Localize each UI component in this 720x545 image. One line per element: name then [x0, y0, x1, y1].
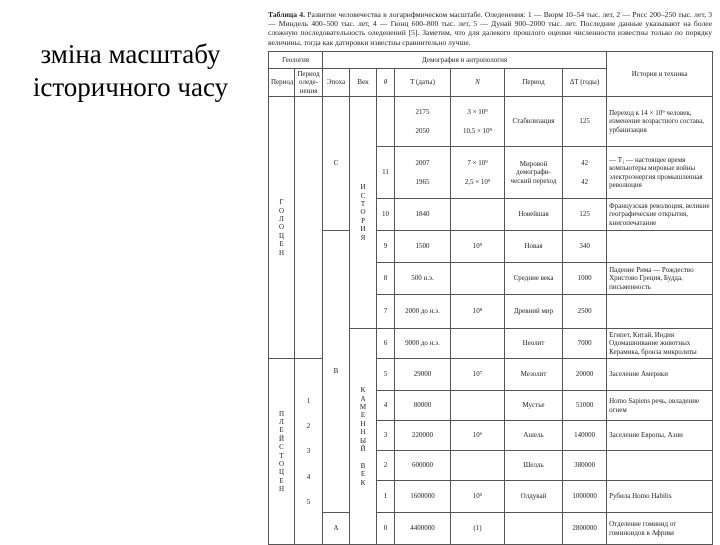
history-cell: [607, 231, 713, 263]
epoch-b: B: [323, 231, 350, 513]
duration-value: 140000: [574, 431, 596, 440]
table-row: [269, 231, 713, 263]
duration-value: 1000: [577, 274, 592, 283]
date-value: 2175: [415, 108, 430, 117]
header-demography: Демография и антропология: [323, 51, 607, 68]
duration-cell: [563, 451, 607, 481]
theta-cell: [377, 97, 395, 147]
header-age: Век: [350, 68, 377, 96]
dem-period-cell: Мустье: [505, 391, 563, 421]
history-cell: Падение Рима — Рождество Христово Греция, Будда, письменность: [607, 263, 713, 295]
duration-value: 2500: [577, 307, 592, 316]
header-glaciation: Период оледе-нения: [295, 68, 323, 96]
population-value: 10⁹: [472, 242, 483, 251]
theta-cell: 1: [377, 481, 395, 513]
date-cell: [395, 359, 451, 391]
theta-cell: 5: [377, 359, 395, 391]
date-cell: [395, 421, 451, 451]
population-value: 7 × 10⁹: [467, 159, 488, 168]
date-value: 29000: [413, 370, 432, 379]
date-value-2: 1965: [415, 177, 430, 186]
period-holocene: Г О Л О Ц Е Н: [269, 97, 295, 359]
header-history: История и техника: [607, 51, 713, 96]
population-cell: [451, 359, 505, 391]
table-row: [269, 97, 713, 147]
theta-cell: 11: [377, 147, 395, 199]
population-cell: [451, 147, 505, 199]
header-period: Период: [269, 68, 295, 96]
duration-cell: [563, 329, 607, 359]
date-value: 600000: [412, 461, 434, 470]
header-theta: θ: [377, 68, 395, 96]
population-cell: [451, 451, 505, 481]
dem-period-cell: Новая: [505, 231, 563, 263]
dem-period-cell: Ашель: [505, 421, 563, 451]
population-value-2: 2,5 × 10⁹: [464, 177, 491, 186]
population-value-2: 10,5 × 10⁹: [462, 126, 493, 135]
dem-period-cell: Новейшая: [505, 199, 563, 231]
header-dT: ΔT (годы): [563, 68, 607, 96]
population-value: (1): [473, 524, 482, 533]
date-cell: [395, 263, 451, 295]
date-cell: [395, 329, 451, 359]
history-cell: Рубила Homo Habilis: [607, 481, 713, 513]
date-cell: [395, 147, 451, 199]
history-cell: Заселение Европы, Азии: [607, 421, 713, 451]
theta-cell: 2: [377, 451, 395, 481]
dem-period-cell: Мезолит: [505, 359, 563, 391]
history-cell: — T₁ — настоящее время компьютеры мировые войны электроэнергия промышленная революция: [607, 147, 713, 199]
duration-cell: [563, 199, 607, 231]
date-value: 220000: [412, 431, 434, 440]
date-value: 80000: [413, 401, 432, 410]
age-history: И С Т О Р И Я: [350, 97, 377, 329]
dem-period-cell: Олдувай: [505, 481, 563, 513]
date-cell: [395, 97, 451, 147]
theta-cell: 0: [377, 513, 395, 545]
population-value: 10⁷: [472, 370, 483, 379]
population-value: 10⁶: [472, 431, 483, 440]
theta-cell: 10: [377, 199, 395, 231]
population-value: 10⁵: [472, 492, 483, 501]
duration-value: 1000000: [572, 492, 597, 501]
dem-period-cell: Стабилизация: [505, 97, 563, 147]
glaciation-cell: [295, 97, 323, 359]
duration-cell: [563, 359, 607, 391]
population-cell: [451, 97, 505, 147]
population-cell: [451, 199, 505, 231]
epoch-c: C: [323, 97, 350, 231]
date-cell: [395, 481, 451, 513]
duration-cell: [563, 481, 607, 513]
population-value: 10⁸: [472, 307, 483, 316]
duration-value: 340: [579, 242, 590, 251]
date-cell: [395, 295, 451, 329]
population-cell: [451, 329, 505, 359]
duration-value: 125: [579, 117, 590, 126]
history-cell: [607, 451, 713, 481]
duration-cell: [563, 263, 607, 295]
dem-period-cell: Древний мир: [505, 295, 563, 329]
duration-value: 42: [581, 159, 589, 168]
history-cell: Переход к 14 × 10⁹ человек, изменение возрастного состава, урбанизация: [607, 97, 713, 147]
theta-cell: 3: [377, 421, 395, 451]
header-dem-period: Период: [505, 68, 563, 96]
population-cell: [451, 481, 505, 513]
duration-value-2: 42: [581, 177, 589, 186]
date-value: 1840: [415, 210, 430, 219]
population-cell: [451, 231, 505, 263]
theta-cell: 8: [377, 263, 395, 295]
dem-period-cell: Шелль: [505, 451, 563, 481]
dem-period-cell: Средние века: [505, 263, 563, 295]
period-pleistocene: П Л Е Й С Т О Ц Е Н: [269, 359, 295, 545]
duration-value: 380000: [574, 461, 596, 470]
date-value: 1500: [415, 242, 430, 251]
date-value: 9000 до н.э.: [405, 339, 440, 348]
duration-cell: [563, 295, 607, 329]
duration-value: 20000: [575, 370, 594, 379]
duration-cell: [563, 231, 607, 263]
duration-cell: [563, 391, 607, 421]
duration-value: 2800000: [572, 524, 597, 533]
date-value: 2000 до н.э.: [405, 307, 440, 316]
population-cell: [451, 421, 505, 451]
table-caption: [268, 10, 712, 47]
date-value-2: 2050: [415, 126, 430, 135]
date-cell: [395, 391, 451, 421]
dem-period-cell: Неолит: [505, 329, 563, 359]
duration-value: 125: [579, 210, 590, 219]
date-value: 4400000: [410, 524, 435, 533]
header-N: N: [451, 68, 505, 96]
table-body: [269, 97, 713, 545]
theta-cell: 4: [377, 391, 395, 421]
duration-cell: [563, 421, 607, 451]
epoch-a: A: [323, 513, 350, 545]
history-cell: Отделение гоминид от гоминоидов в Африке: [607, 513, 713, 545]
theta-cell: 7: [377, 295, 395, 329]
date-value: 1600000: [410, 492, 435, 501]
date-cell: [395, 451, 451, 481]
date-cell: [395, 231, 451, 263]
header-era: Эпоха: [323, 68, 350, 96]
history-cell: Homo Sapiens речь, овладение огнем: [607, 391, 713, 421]
history-cell: Французская революция, великие географические открытия, книгопечатание: [607, 199, 713, 231]
date-cell: [395, 199, 451, 231]
theta-cell: 6: [377, 329, 395, 359]
slide-title: зміна масштабу історичного часу: [32, 39, 229, 102]
population-cell: [451, 263, 505, 295]
history-cell: [607, 295, 713, 329]
age-stone: К А М Е Н Н Ы Й В Е К: [350, 329, 377, 545]
duration-value: 7000: [577, 339, 592, 348]
population-cell: [451, 295, 505, 329]
theta-cell: 9: [377, 231, 395, 263]
history-cell: Египет, Китай, Индия Одомашнивание животных Керамика, бронза микролиты: [607, 329, 713, 359]
document-page: [268, 10, 712, 538]
history-cell: Заселение Америки: [607, 359, 713, 391]
caption-text: Развитие человечества в логарифмическом масштабе. Оледенения: 1 — Вюрм 10–54 тыс. лет, 2 — Рисс 200–250 тыс. лет, 3 — Миндель 400–500 тыс. лет, 4 — Гюнц 600–800 тыс. лет, 5 — Дунай 900–2000 тыс. лет. Последние данные указывают на более сложную последовательность оледенений [5]. Заметим, что для далекого прошлого оценки численности известны только по порядку величины, тогда как датировки известны сравнительно лучше.: [268, 10, 713, 47]
header-T: T (даты): [395, 68, 451, 96]
duration-cell: [563, 147, 607, 199]
glaciation-list: 1 2 3 4 5: [295, 359, 323, 545]
caption-label: Таблица 4.: [268, 10, 306, 19]
header-geology: Геология: [269, 51, 323, 68]
population-cell: [451, 391, 505, 421]
date-value: 2007: [415, 159, 430, 168]
dem-period-cell: Мировой демографи-ческий переход: [505, 147, 563, 199]
duration-value: 51000: [575, 401, 594, 410]
duration-cell: [563, 97, 607, 147]
population-value: 3 × 10⁹: [467, 108, 488, 117]
date-value: 500 н.э.: [411, 274, 434, 283]
development-table: [268, 51, 713, 545]
